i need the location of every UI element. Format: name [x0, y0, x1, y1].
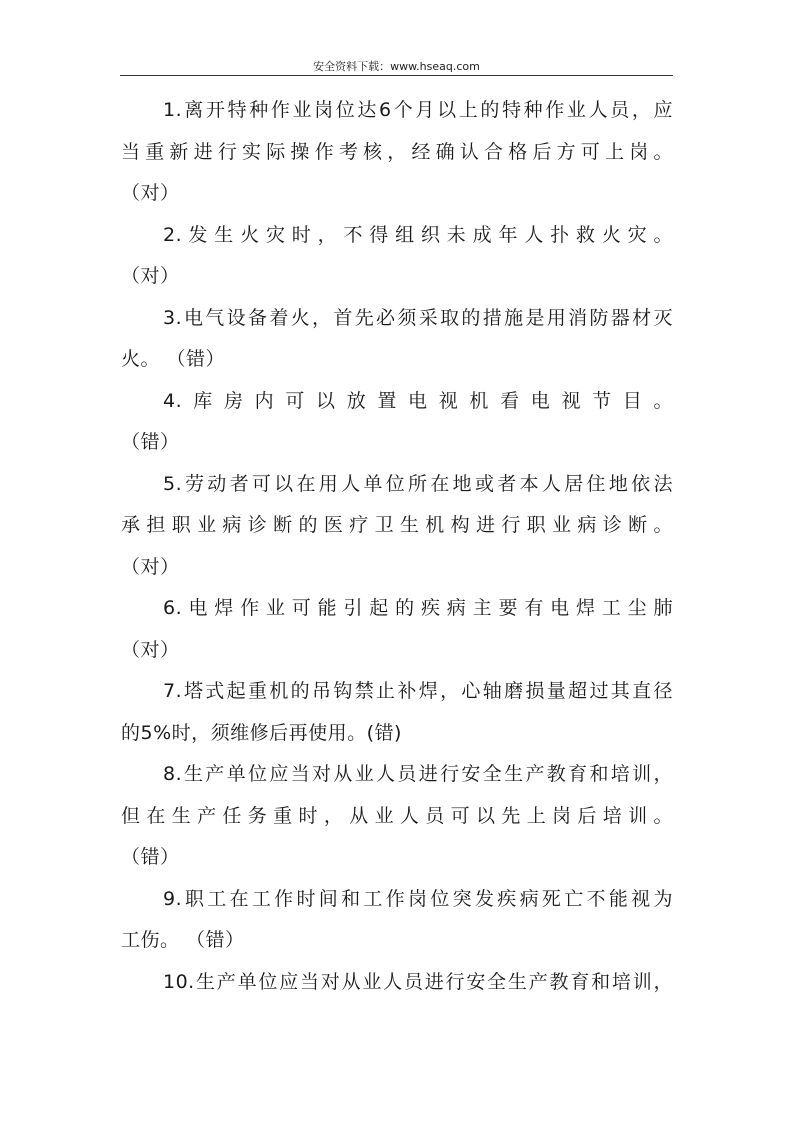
question-text: 7.塔式起重机的吊钩禁止补焊，心轴磨损量超过其直径 [163, 680, 673, 702]
question-text: 3.电气设备着火，首先必须采取的措施是用消防器材灭 [163, 306, 673, 329]
question-answer: （对） [121, 555, 180, 578]
question-answer: 工伤。 （错） [121, 929, 245, 951]
question-text: 当重新进行实际操作考核，经确认合格后方可上岗。 [121, 140, 673, 163]
question-text: 1.离开特种作业岗位达6个月以上的特种作业人员，应 [163, 99, 673, 121]
question-answer: （对） [121, 638, 180, 661]
question-text: 4.库房内可以放置电视机看电视节目。 [163, 389, 673, 412]
question-answer: （对） [121, 182, 180, 204]
page-header: 安全资料下载：www.hseaq.com [313, 60, 480, 73]
question-3 [121, 298, 673, 381]
document-body [121, 90, 673, 1003]
question-text: 10.生产单位应当对从业人员进行安全生产教育和培训， [163, 970, 673, 993]
question-2 [121, 215, 673, 298]
question-4 [121, 381, 673, 464]
question-answer: （错） [121, 846, 180, 868]
question-answer: 火。 （错） [121, 348, 226, 370]
question-text: 但在生产任务重时，从业人员可以先上岗后培训。 [121, 804, 673, 827]
question-text: 6.电焊作业可能引起的疾病主要有电焊工尘肺 [163, 597, 673, 619]
question-1 [121, 90, 673, 215]
question-9 [121, 879, 673, 962]
question-text: 5.劳动者可以在用人单位所在地或者本人居住地依法 [163, 472, 673, 495]
question-6 [121, 588, 673, 671]
question-8 [121, 754, 673, 879]
question-10 [121, 962, 673, 1004]
question-5 [121, 464, 673, 589]
question-7 [121, 671, 673, 754]
question-answer: （对） [121, 265, 180, 287]
question-text: 8.生产单位应当对从业人员进行安全生产教育和培训， [163, 763, 673, 785]
question-answer: （错） [121, 431, 180, 453]
question-text: 9.职工在工作时间和工作岗位突发疾病死亡不能视为 [163, 887, 673, 910]
header-divider [120, 75, 673, 76]
question-text: 2.发生火灾时，不得组织未成年人扑救火灾。 [163, 223, 673, 246]
question-text: 承担职业病诊断的医疗卫生机构进行职业病诊断。 [121, 514, 673, 536]
question-answer: 的5%时，须维修后再使用。(错) [121, 721, 402, 744]
